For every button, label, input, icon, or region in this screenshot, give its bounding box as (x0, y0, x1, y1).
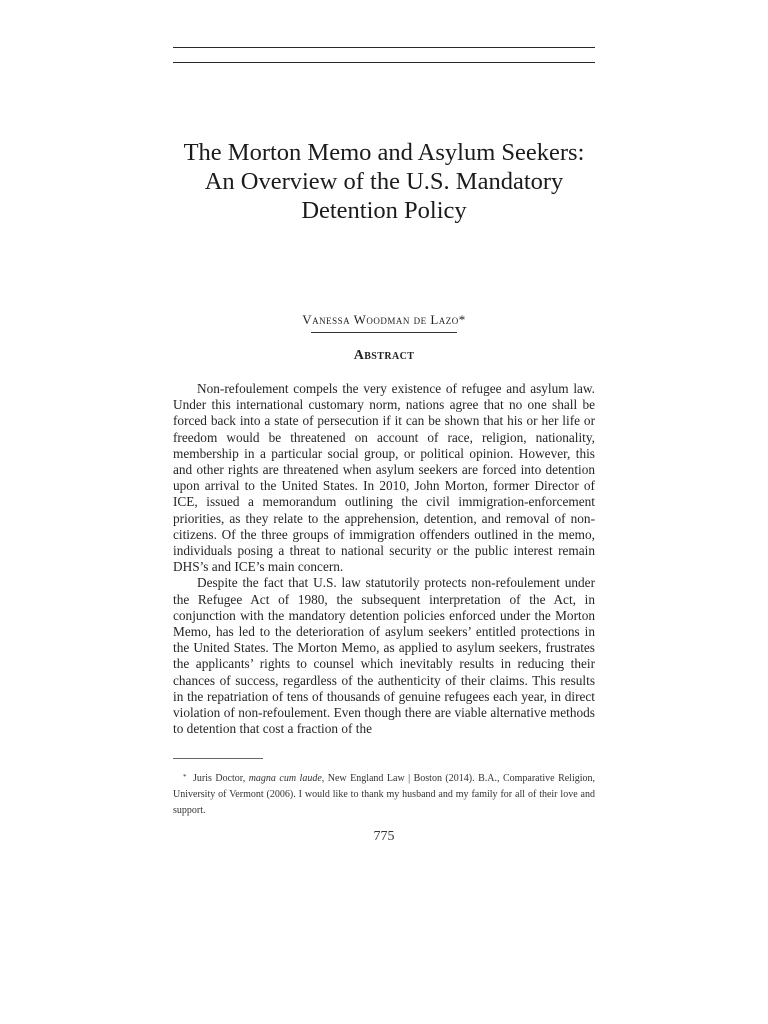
header-rule-top (173, 47, 595, 48)
title-line-1: The Morton Memo and Asylum Seekers: (183, 139, 585, 166)
page-number: 775 (373, 829, 395, 844)
footnote-separator (173, 758, 263, 759)
article-title (120, 138, 648, 225)
footnote (173, 771, 595, 819)
header-rule-bottom (173, 62, 595, 63)
footnote-marker: * (183, 773, 187, 781)
footnote-italic: magna cum laude (248, 773, 322, 784)
abstract-heading: Abstract (353, 348, 415, 363)
abstract-paragraph-2: Despite the fact that U.S. law statutorily protects non-refoulement under the Refugee Act of 1980, the subsequent interpretation of the Act, in conjunction with the mandatory detention policies enforced under the Morton Memo, has led to the deterioration of asylum seekers’ entitled protections in the United States. The Morton Memo, as applied to asylum seekers, frustrates the applicants’ rights to counsel which inevitably results in reducing their chances of success, regardless of the authenticity of their claims. This results in the repatriation of tens of thousands of genuine refugees each year, in direct violation of non-refoulement. Even though there are viable alternative methods to detention that cost a fraction of the (173, 575, 595, 737)
footnote-text: Juris Doctor, magna cum laude, New England Law | Boston (2014). B.A., Comparative Religion, University of Vermont (2006). I would like to thank my husband and my family for all of their love and support. (173, 773, 596, 816)
abstract-body (173, 381, 595, 737)
abstract-paragraph-1: Non-refoulement compels the very existence of refugee and asylum law. Under this international customary norm, nations agree that no one shall be forced back into a state of persecution if it can be shown that his or her life or freedom would be threatened on account of race, religion, nationality, membership in a particular social group, or political opinion. However, this and other rights are threatened when asylum seekers are forced into detention upon arrival to the United States. In 2010, John Morton, former Director of ICE, issued a memorandum outlining the civil immigration-enforcement priorities, as they relate to the apprehension, detention, and removal of non-citizens. Of the three groups of immigration offenders outlined in the memo, individuals posing a threat to national security or the public interest remain DHS’s and ICE’s main concern. (173, 381, 595, 575)
title-line-2: An Overview of the U.S. Mandatory (204, 168, 564, 195)
title-line-3: Detention Policy (301, 197, 467, 224)
author-name: Vanessa Woodman de Lazo* (302, 312, 466, 327)
author-underline (311, 332, 457, 333)
